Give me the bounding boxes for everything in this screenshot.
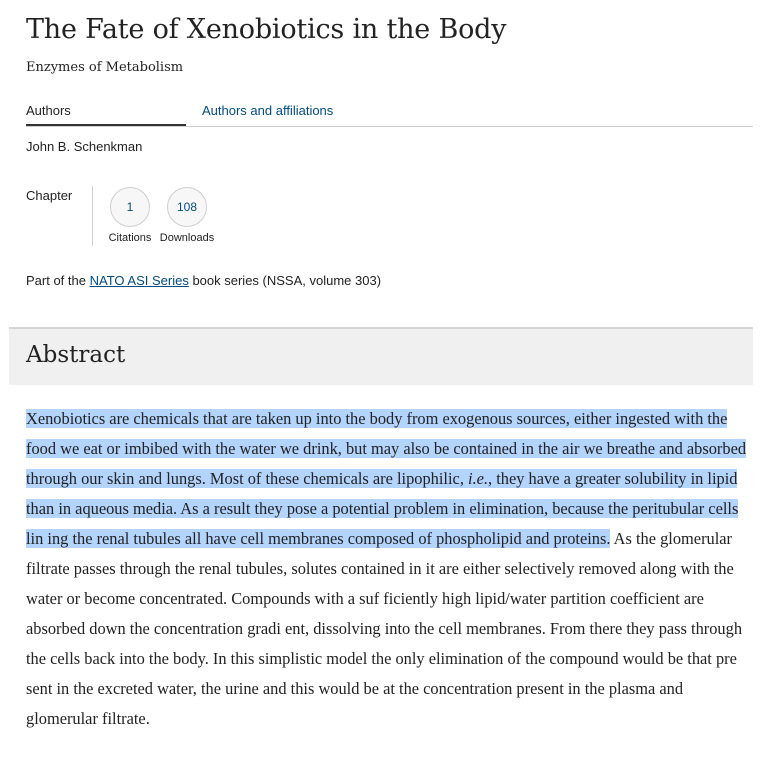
author-tabs	[26, 100, 753, 127]
citations-count[interactable]: 1	[110, 187, 150, 227]
series-info	[26, 273, 381, 288]
citations-label: Citations	[108, 232, 152, 244]
tab-authors[interactable]: Authors	[26, 100, 186, 126]
series-link[interactable]: NATO ASI Series	[89, 273, 189, 288]
abstract-selected-part2: , they have a greater solubility in lipid than in aqueous media. As a result they pose a potential problem in elimination, because the peritubular cells lin ing the renal tubules all have cell membranes composed of phospholipid and proteins.	[26, 469, 739, 548]
abstract-heading: Abstract	[26, 342, 126, 368]
series-prefix: Part of the	[26, 273, 90, 288]
metrics-divider	[92, 186, 93, 246]
abstract-unselected: As the glomerular filtrate passes through the renal tubules, solutes contained in it are either selectively removed along with the water or become concentrated. Compounds with a suf ficiently high lipid/water partition coefficient are absorbed down the concentration gradi ent, dissolving into the cell membranes. From there they pass through the cells back into the body. In this simplistic model the only elimination of the compound would be that pre sent in the excreted water, the urine and this would be at the concentration present in the plasma and glomerular filtrate.	[26, 529, 743, 728]
citations-metric[interactable]	[104, 187, 156, 244]
abstract-text	[26, 404, 752, 734]
selected-text	[26, 409, 746, 548]
abstract-header	[9, 327, 753, 385]
page-title: The Fate of Xenobiotics in the Body	[26, 14, 507, 45]
chapter-label: Chapter	[26, 188, 73, 203]
abstract-selected-italic: i.e.	[468, 469, 489, 488]
downloads-metric[interactable]	[158, 187, 216, 244]
downloads-count[interactable]: 108	[167, 187, 207, 227]
abstract-selected-part1: Xenobiotics are chemicals that are taken up into the body from exogenous sources, either ingested with the food we eat or imbibed with the water we drink, but may also be contained in the air we breathe and absorbed through our skin and lungs. Most of these chemicals are lipophilic,	[26, 409, 747, 488]
series-suffix: book series (NSSA, volume 303)	[188, 273, 382, 288]
author-name[interactable]: John B. Schenkman	[26, 139, 143, 154]
page-subtitle: Enzymes of Metabolism	[26, 60, 184, 75]
downloads-label: Downloads	[159, 232, 215, 244]
tab-authors-and-affiliations[interactable]: Authors and affiliations	[202, 103, 334, 118]
